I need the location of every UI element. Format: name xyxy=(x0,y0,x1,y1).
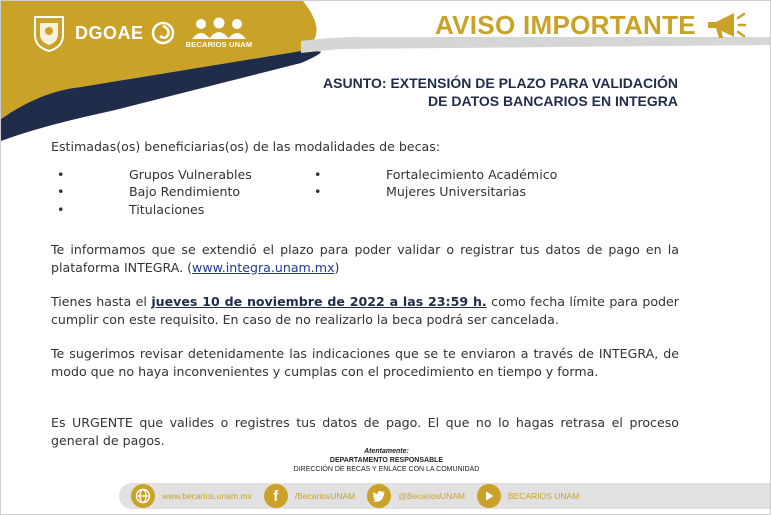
signature-department: DEPARTAMENTO RESPONSABLE xyxy=(329,457,444,464)
paragraph-text: Tienes hasta el xyxy=(51,294,152,309)
paragraph-suggestion: Te sugerimos revisar detenidamente las indicaciones que se te enviaron a través de INTEGRA, de modo que no haya inconvenientes y cumplas con el procedimiento en tiempo y forma. xyxy=(51,346,679,379)
facebook-link[interactable]: /BecariosUNAM xyxy=(294,491,356,501)
youtube-icon xyxy=(477,484,501,508)
dgoae-logo-text: DGOAE xyxy=(75,22,144,43)
bullet: • xyxy=(57,184,65,199)
becarios-people-icon xyxy=(189,17,249,39)
signature-closing: Atentamente: xyxy=(364,448,409,455)
header-logos xyxy=(29,11,252,55)
twitter-link[interactable]: @BecariosUNAM xyxy=(398,491,465,501)
modality-label: Fortalecimiento Académico xyxy=(386,167,558,182)
paragraph-text: Te informamos que se extendió el plazo para poder validar o registrar tus datos de pago en la plataforma INTEGRA. ( xyxy=(51,242,679,275)
subject-line-2: DE DATOS BANCARIOS EN INTEGRA xyxy=(428,93,678,109)
paragraph-urgent: Es URGENTE que valides o registres tus datos de pago. El que no lo hagas retrasa el proceso general de pagos. xyxy=(51,415,679,448)
becarios-unam-logo xyxy=(186,17,253,49)
modality-label: Titulaciones xyxy=(129,202,205,217)
bullet: • xyxy=(314,184,322,199)
facebook-icon: f xyxy=(264,484,288,508)
megaphone-icon xyxy=(704,8,746,42)
subject-heading xyxy=(323,74,678,110)
paragraph-text-end: como fecha límite para poder cumplir con este requisito. En caso de no realizarlo la beca podrá ser cancelada. xyxy=(51,294,679,327)
deadline-date: jueves 10 de noviembre de 2022 a las 23:59 h. xyxy=(151,294,487,309)
greeting: Estimadas(os) beneficiarias(os) de las modalidades de becas: xyxy=(51,139,441,154)
dgoae-spiral-icon xyxy=(150,20,176,46)
modality-label: Grupos Vulnerables xyxy=(129,167,252,182)
becarios-logo-text: BECARIOS UNAM xyxy=(185,40,253,49)
aviso-banner xyxy=(435,7,746,43)
unam-seal-icon xyxy=(29,13,69,53)
twitter-icon xyxy=(367,484,391,508)
paragraph-extension xyxy=(51,241,679,276)
globe-icon xyxy=(131,484,155,508)
modality-label: Bajo Rendimiento xyxy=(129,184,241,199)
footer-social-links xyxy=(131,484,591,508)
bullet: • xyxy=(57,167,65,182)
integra-link[interactable]: www.integra.unam.mx xyxy=(192,259,335,275)
signature-office: DIRECCIÓN DE BECAS Y ENLACE CON LA COMUNIDAD xyxy=(293,466,480,473)
paragraph-text-end: ) xyxy=(334,259,340,275)
bullet: • xyxy=(314,167,322,182)
youtube-link[interactable]: BECARIOS UNAM xyxy=(507,491,580,501)
modality-label: Mujeres Universitarias xyxy=(386,184,527,199)
bullet: • xyxy=(57,202,65,217)
website-link[interactable]: www.becarios.unam.mx xyxy=(162,491,252,501)
subject-line-1: ASUNTO: EXTENSIÓN DE PLAZO PARA VALIDACIÓN xyxy=(323,75,678,91)
signature-block xyxy=(1,447,771,474)
footer xyxy=(1,473,771,515)
paragraph-deadline xyxy=(51,293,679,328)
aviso-title: AVISO IMPORTANTE xyxy=(435,9,696,40)
